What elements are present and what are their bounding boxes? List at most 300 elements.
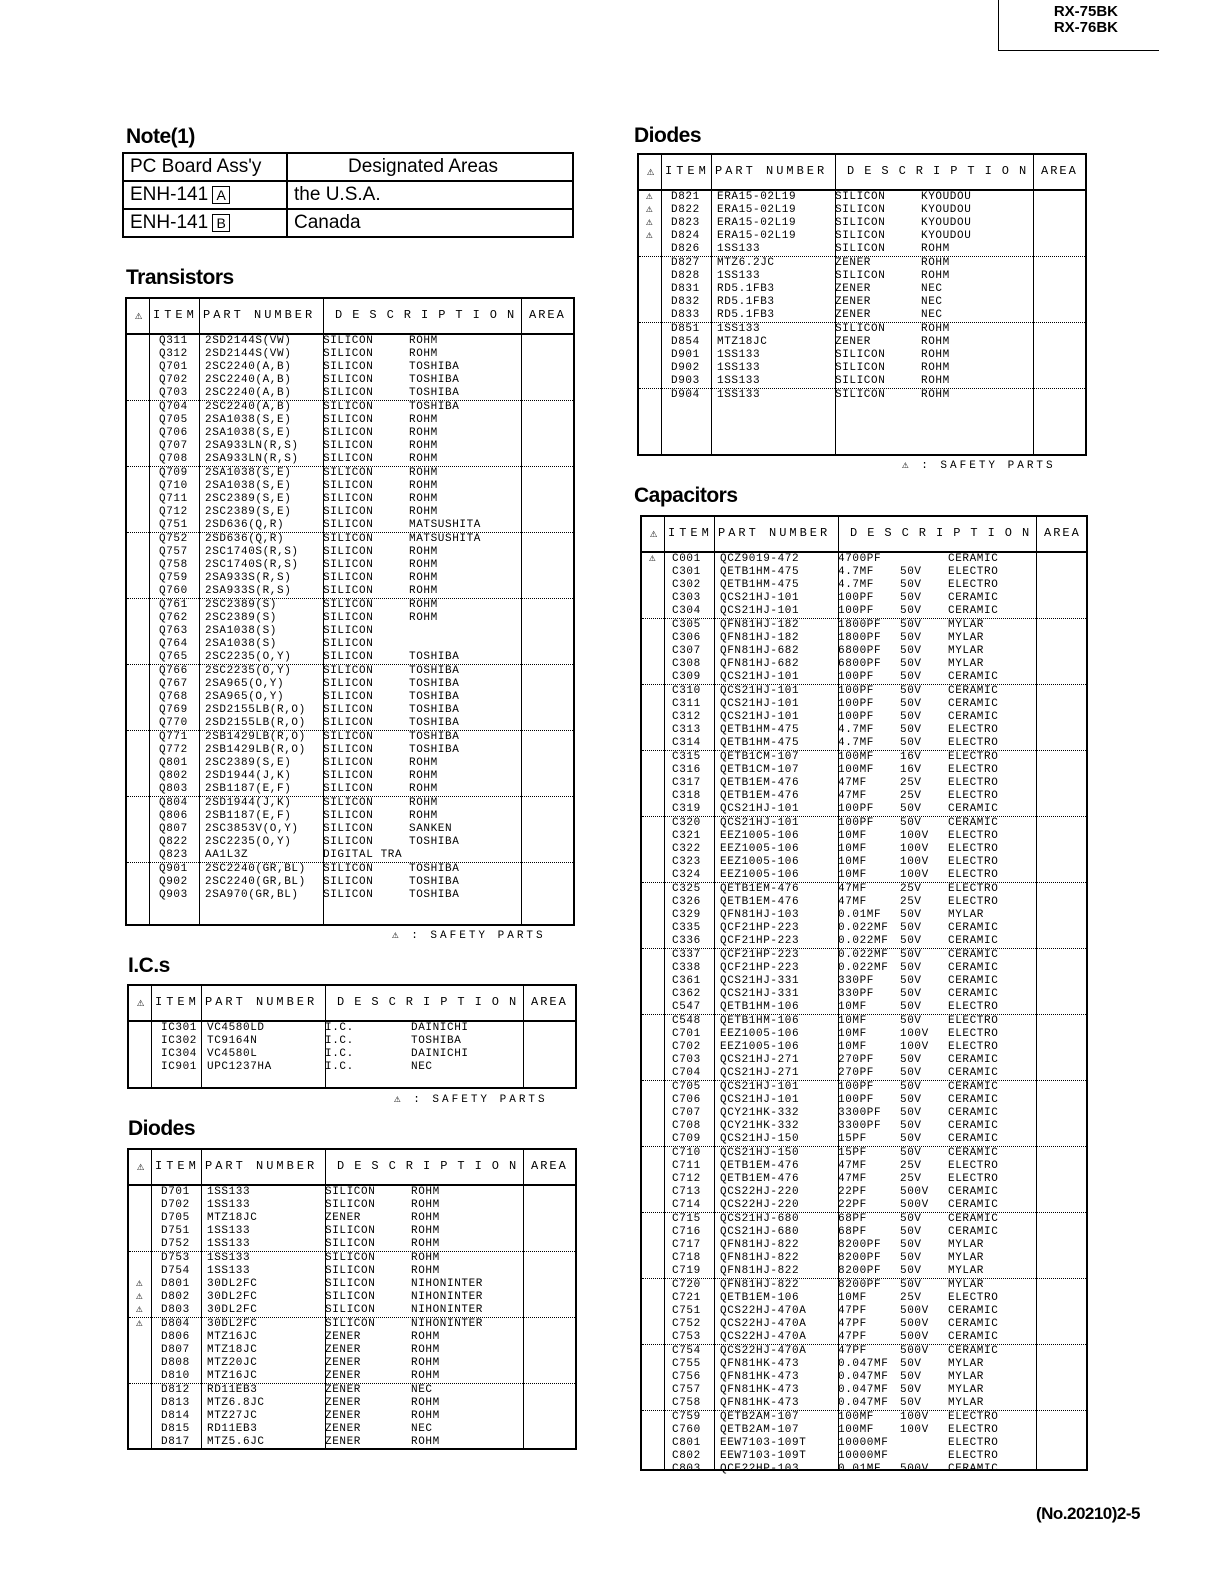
table-body [639,191,1085,402]
voltage: 50V [900,803,922,815]
description: SILICON [323,427,374,439]
voltage: 50V [900,962,922,974]
maker: ROHM [411,1436,440,1448]
maker: ROHM [409,585,438,597]
table-row [639,349,1085,362]
table-row [642,566,1086,579]
table-row [127,665,573,678]
table-row [642,1001,1086,1015]
table-row [642,1252,1086,1265]
maker: ROHM [409,480,438,492]
part-number: RD5.1FB3 [717,283,775,295]
part-number: QETB1HM-475 [720,579,800,591]
item: Q762 [159,612,188,624]
type: CERAMIC [948,711,999,723]
description: SILICON [325,1318,376,1330]
maker: KYOUDOU [921,230,972,242]
description: SILICON [323,453,374,465]
maker: ROHM [921,362,950,374]
part-number: TC9164N [207,1035,258,1047]
maker: NIHONINTER [411,1304,484,1316]
description: SILICON [323,665,374,677]
part-number: 2SC2389(S,E) [205,757,292,769]
voltage: 50V [900,724,922,736]
safety-mark: ⚠ [136,1304,144,1316]
description: SILICON [325,1291,376,1303]
description: SILICON [323,440,374,452]
type: ELECTRO [948,1424,999,1436]
maker: MATSUSHITA [409,533,482,545]
description: ZENER [325,1384,362,1396]
part-number: 2SC2235(O,Y) [205,651,292,663]
value: 47MF [838,883,867,895]
value: 270PF [838,1067,875,1079]
maker: NEC [411,1423,433,1435]
part-number: 2SD1944(J,K) [205,770,292,782]
header-part: PART NUMBER [718,526,831,540]
part-number: 30DL2FC [207,1278,258,1290]
item: C547 [672,1001,701,1013]
part-number: QCS22HJ-470A [720,1305,807,1317]
value: 22PF [838,1199,867,1211]
header-desc: DESCRIPTION [337,995,527,1009]
item: C324 [672,869,701,881]
type: CERAMIC [948,1081,999,1093]
table-row [642,1054,1086,1067]
description: SILICON [323,401,374,413]
item: D752 [161,1238,190,1250]
description: ZENER [325,1370,362,1382]
maker: ROHM [409,810,438,822]
item: D808 [161,1357,190,1369]
type: ELECTRO [948,869,999,881]
item: D803 [161,1304,190,1316]
item: D832 [671,296,700,308]
part-number: 2SC2240(A,B) [205,361,292,373]
description: SILICON [323,480,374,492]
part-number: QCS22HJ-470A [720,1345,807,1357]
table-row [127,387,573,401]
table-row [129,1035,575,1048]
voltage: 16V [900,751,922,763]
table-row [642,1041,1086,1054]
value: 0.01MF [838,909,882,921]
table-row [129,1357,575,1370]
diodes-left-title: Diodes [128,1117,196,1140]
table-row [127,889,573,902]
voltage: 25V [900,896,922,908]
maker: ROHM [411,1238,440,1250]
description: SILICON [835,204,886,216]
description: SILICON [835,375,886,387]
table-row [642,1318,1086,1331]
type: CERAMIC [948,803,999,815]
item: C306 [672,632,701,644]
item: C305 [672,619,701,631]
type: CERAMIC [948,1147,999,1159]
value: 100PF [838,711,875,723]
maker: MATSUSHITA [409,519,482,531]
part-number: QFN81HJ-182 [720,619,800,631]
part-number: QCE22HP-103 [720,1463,800,1475]
description: SILICON [323,414,374,426]
part-number: 1SS133 [207,1225,251,1237]
description: SILICON [323,348,374,360]
table-row [642,1120,1086,1133]
item: C752 [672,1318,701,1330]
item: C329 [672,909,701,921]
description: DIGITAL TRA [323,849,403,861]
voltage: 50V [900,566,922,578]
value: 0.047MF [838,1358,889,1370]
table-row [127,361,573,374]
part-number: QETB1EM-476 [720,1160,800,1172]
item: C317 [672,777,701,789]
part-number: QCS22HJ-470A [720,1331,807,1343]
value: 47PF [838,1318,867,1330]
value: 10MF [838,1001,867,1013]
value: 100MF [838,751,875,763]
item: Q802 [159,770,188,782]
part-number: MTZ6.2JC [717,257,775,269]
item: Q761 [159,599,188,611]
item: D705 [161,1212,190,1224]
part-number: 30DL2FC [207,1318,258,1330]
item: Q703 [159,387,188,399]
type: ELECTRO [948,1160,999,1172]
value: 10MF [838,1292,867,1304]
description: SILICON [323,612,374,624]
type: MYLAR [948,619,985,631]
value: 10000MF [838,1437,889,1449]
maker: ROHM [411,1199,440,1211]
maker: TOSHIBA [409,691,460,703]
table-row [129,1331,575,1344]
type: CERAMIC [948,1318,999,1330]
item: Q806 [159,810,188,822]
table-row [642,975,1086,988]
maker: ROHM [921,375,950,387]
note-row [123,181,573,209]
maker: ROHM [921,349,950,361]
part-number: ERA15-02L19 [717,217,797,229]
part-number: QCS21HJ-101 [720,1094,800,1106]
maker: ROHM [921,257,950,269]
item: C309 [672,671,701,683]
voltage: 50V [900,1054,922,1066]
safety-mark: ⚠ [646,230,654,242]
value: 0.022MF [838,962,889,974]
description: SILICON [835,270,886,282]
type: MYLAR [948,1358,985,1370]
value: 10MF [838,830,867,842]
table-row [129,1252,575,1265]
note-col-area: Designated Areas [287,153,573,181]
part-number: 2SB1187(E,F) [205,810,292,822]
value: 8200PF [838,1265,882,1277]
part-number: QFN81HJ-822 [720,1265,800,1277]
type: MYLAR [948,1265,985,1277]
table-row [127,453,573,467]
part-number: QCS21HJ-680 [720,1226,800,1238]
maker: ROHM [411,1186,440,1198]
value: 8200PF [838,1252,882,1264]
maker: TOSHIBA [409,836,460,848]
capacitors-title: Capacitors [634,484,738,507]
item: C756 [672,1371,701,1383]
type: CERAMIC [948,935,999,947]
table-row [642,856,1086,869]
part-number: 1SS133 [717,362,761,374]
part-number: QETB1EM-476 [720,777,800,789]
item: Q801 [159,757,188,769]
maker: ROHM [409,797,438,809]
item: Q702 [159,374,188,386]
item: IC302 [161,1035,198,1047]
table-row [642,1186,1086,1199]
item: C318 [672,790,701,802]
item: D824 [671,230,700,242]
maker: ROHM [921,389,950,401]
part-number: VC4580L [207,1048,258,1060]
type: ELECTRO [948,1450,999,1462]
maker: ROHM [409,757,438,769]
maker: ROHM [411,1225,440,1237]
value: 4700PF [838,553,882,565]
part-number: QETB1HM-475 [720,724,800,736]
item: Q711 [159,493,188,505]
transistors-table [125,297,575,926]
voltage: 25V [900,1292,922,1304]
table-row [127,467,573,480]
item: D806 [161,1331,190,1343]
item: Q770 [159,717,188,729]
area-mark: B [212,214,230,232]
part-number: QCS21HJ-150 [720,1147,800,1159]
type: ELECTRO [948,830,999,842]
table-row [642,869,1086,883]
item: Q760 [159,585,188,597]
voltage: 500V [900,1318,929,1330]
note-row [123,209,573,237]
part-number: 2SD2155LB(R,O) [205,704,306,716]
table-row [642,592,1086,605]
maker: ROHM [409,427,438,439]
item: D903 [671,375,700,387]
part-number: QETB1EM-476 [720,896,800,908]
table-row [642,962,1086,975]
part-number: 2SB1187(E,F) [205,783,292,795]
voltage: 50V [900,949,922,961]
type: ELECTRO [948,751,999,763]
table-row [127,348,573,361]
description: SILICON [323,691,374,703]
item: Q751 [159,519,188,531]
maker: TOSHIBA [409,651,460,663]
table-row [642,1133,1086,1147]
part-number: 2SC2240(A,B) [205,374,292,386]
item: C702 [672,1041,701,1053]
part-number: 1SS133 [717,323,761,335]
item: D851 [671,323,700,335]
value: 22PF [838,1186,867,1198]
type: ELECTRO [948,579,999,591]
description: I.C. [325,1035,354,1047]
table-body [642,553,1086,1476]
item: C308 [672,658,701,670]
item: D854 [671,336,700,348]
table-row [127,585,573,599]
part-number: 2SC1740S(R,S) [205,546,299,558]
item: D701 [161,1186,190,1198]
part-number: MTZ6.8JC [207,1397,265,1409]
description: SILICON [323,599,374,611]
description: SILICON [323,519,374,531]
item: C314 [672,737,701,749]
voltage: 50V [900,1120,922,1132]
description: ZENER [325,1410,362,1422]
item: C319 [672,803,701,815]
value: 4.7MF [838,724,875,736]
description: SILICON [323,572,374,584]
part-number: QCS21HJ-101 [720,803,800,815]
item: C708 [672,1120,701,1132]
value: 270PF [838,1054,875,1066]
item: D804 [161,1318,190,1330]
value: 100PF [838,592,875,604]
item: D753 [161,1252,190,1264]
table-row [642,949,1086,962]
item: C310 [672,685,701,697]
type: CERAMIC [948,685,999,697]
type: ELECTRO [948,1001,999,1013]
table-row [639,243,1085,257]
item: C718 [672,1252,701,1264]
part-number: QCS21HJ-101 [720,1081,800,1093]
table-row [642,1081,1086,1094]
type: MYLAR [948,1384,985,1396]
value: 8200PF [838,1279,882,1291]
maker: ROHM [411,1265,440,1277]
part-number: QFN81HJ-822 [720,1252,800,1264]
table-row [639,217,1085,230]
table-row [642,1147,1086,1160]
part-number: QCS21HJ-150 [720,1133,800,1145]
part-number: QCS21HJ-331 [720,988,800,1000]
table-row [642,1160,1086,1173]
maker: ROHM [409,612,438,624]
voltage: 50V [900,1252,922,1264]
description: SILICON [323,876,374,888]
value: 100PF [838,671,875,683]
table-row [642,896,1086,909]
item: Q766 [159,665,188,677]
capacitors-table [640,515,1088,1475]
part-number: QFN81HK-473 [720,1371,800,1383]
maker: TOSHIBA [409,863,460,875]
maker: DAINICHI [411,1048,469,1060]
item: C001 [672,553,701,565]
table-row [129,1278,575,1291]
part-number: RD5.1FB3 [717,309,775,321]
maker: ROHM [409,770,438,782]
item: C711 [672,1160,701,1172]
part-number: 1SS133 [717,349,761,361]
description: ZENER [835,283,872,295]
part-number: MTZ20JC [207,1357,258,1369]
part-number: 2SC2389(S) [205,612,278,624]
voltage: 50V [900,619,922,631]
table-row [642,1107,1086,1120]
table-row [127,651,573,665]
voltage: 50V [900,1371,922,1383]
item: C335 [672,922,701,934]
item: Q312 [159,348,188,360]
page-number: (No.20210)2-5 [1035,1504,1140,1523]
voltage: 100V [900,1028,929,1040]
voltage: 50V [900,1239,922,1251]
description: I.C. [325,1022,354,1034]
safety-mark: ⚠ [646,191,654,203]
area-mark: A [212,186,230,204]
description: SILICON [323,757,374,769]
item: C721 [672,1292,701,1304]
model-line2: RX-76BK [1053,19,1118,36]
item: D754 [161,1265,190,1277]
maker: TOSHIBA [409,374,460,386]
value: 47PF [838,1331,867,1343]
table-row [642,1437,1086,1450]
maker: ROHM [409,572,438,584]
value: 100PF [838,685,875,697]
type: CERAMIC [948,1463,999,1475]
voltage: 50V [900,922,922,934]
part-number: 2SD1944(J,K) [205,797,292,809]
value: 10MF [838,869,867,881]
note-title: Note(1) [126,125,195,148]
voltage: 50V [900,711,922,723]
maker: DAINICHI [411,1022,469,1034]
item: C326 [672,896,701,908]
table-row [642,803,1086,817]
maker: ROHM [921,323,950,335]
value: 100PF [838,1094,875,1106]
table-row [642,790,1086,803]
table-row [642,1305,1086,1318]
part-number: 2SC2235(O,Y) [205,836,292,848]
item: IC901 [161,1061,198,1073]
part-number: 2SC1740S(R,S) [205,559,299,571]
part-number: 1SS133 [207,1199,251,1211]
item: D815 [161,1423,190,1435]
description: SILICON [325,1238,376,1250]
part-number: QCS21HJ-680 [720,1213,800,1225]
part-number: 1SS133 [717,375,761,387]
item: C713 [672,1186,701,1198]
description: SILICON [323,783,374,795]
note-area: Canada [287,209,573,237]
voltage: 25V [900,883,922,895]
item: C304 [672,605,701,617]
item: Q771 [159,731,188,743]
table-row [129,1370,575,1384]
item: Q758 [159,559,188,571]
table-row [127,480,573,493]
part-number: QCS21HJ-101 [720,671,800,683]
maker: TOSHIBA [409,387,460,399]
transistors-title: Transistors [126,266,234,289]
ics-table [127,984,577,1089]
